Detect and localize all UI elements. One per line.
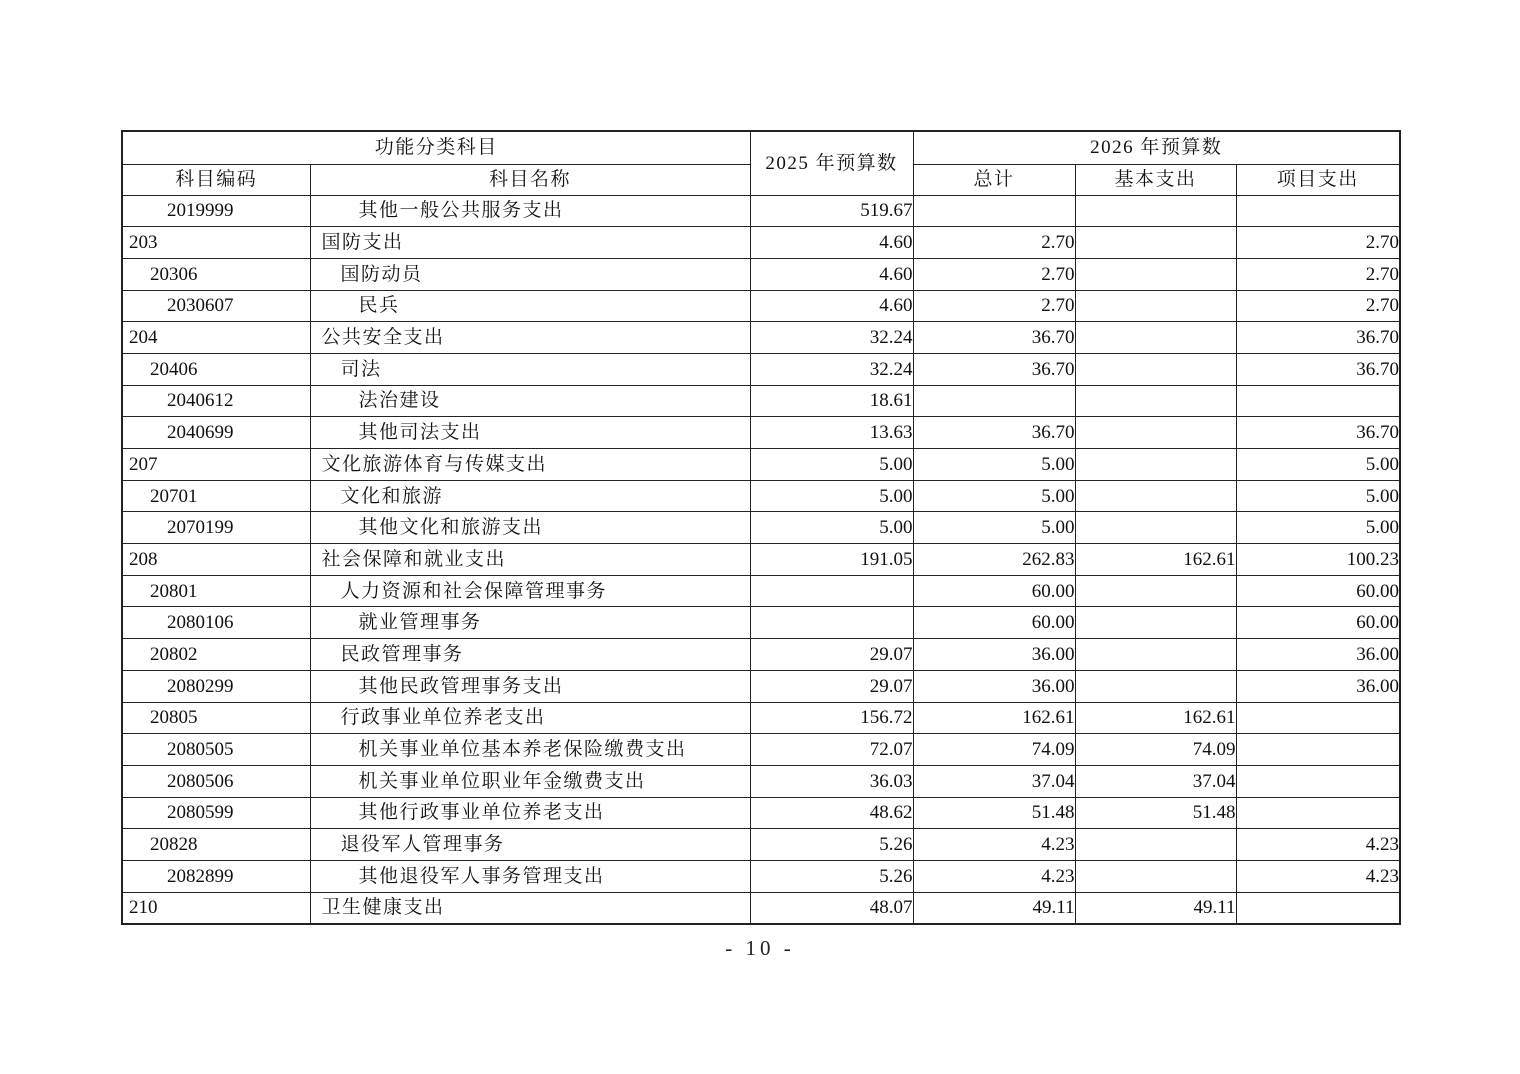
budget-2025-cell xyxy=(750,607,913,639)
subject-name-cell: 其他一般公共服务支出 xyxy=(310,195,750,227)
project-expenditure-2026-cell: 36.70 xyxy=(1236,322,1400,354)
total-2026-cell: 60.00 xyxy=(913,575,1075,607)
project-expenditure-2026-cell xyxy=(1236,385,1400,417)
subject-name-cell: 国防支出 xyxy=(310,227,750,259)
budget-2025-cell: 4.60 xyxy=(750,290,913,322)
subject-name-cell: 退役军人管理事务 xyxy=(310,829,750,861)
table-row xyxy=(122,258,1400,290)
basic-expenditure-2026-cell xyxy=(1075,195,1236,227)
table-row xyxy=(122,195,1400,227)
total-2026-cell: 162.61 xyxy=(913,702,1075,734)
subject-name-cell: 社会保障和就业支出 xyxy=(310,544,750,576)
subject-name-cell: 民政管理事务 xyxy=(310,639,750,671)
project-expenditure-2026-cell: 60.00 xyxy=(1236,575,1400,607)
project-expenditure-2026-cell xyxy=(1236,734,1400,766)
basic-expenditure-2026-cell xyxy=(1075,290,1236,322)
subject-code-cell: 2019999 xyxy=(122,195,310,227)
table-row xyxy=(122,734,1400,766)
subject-code-cell: 203 xyxy=(122,227,310,259)
subject-code-cell: 20306 xyxy=(122,258,310,290)
subject-name-cell: 文化旅游体育与传媒支出 xyxy=(310,449,750,481)
total-2026-cell: 36.00 xyxy=(913,639,1075,671)
total-2026-cell: 5.00 xyxy=(913,449,1075,481)
project-expenditure-2026-cell xyxy=(1236,702,1400,734)
table-row xyxy=(122,702,1400,734)
total-2026-cell xyxy=(913,385,1075,417)
page-number: - 10 - xyxy=(725,936,795,960)
subject-name-cell: 其他退役军人事务管理支出 xyxy=(310,860,750,892)
basic-expenditure-2026-cell xyxy=(1075,417,1236,449)
project-expenditure-2026-cell: 5.00 xyxy=(1236,449,1400,481)
total-2026-cell: 36.70 xyxy=(913,322,1075,354)
budget-2025-cell: 4.60 xyxy=(750,258,913,290)
budget-table-header xyxy=(122,131,1400,195)
subject-name-cell: 法治建设 xyxy=(310,385,750,417)
total-2026-cell: 37.04 xyxy=(913,765,1075,797)
subject-code-cell: 20802 xyxy=(122,639,310,671)
header-basic-expenditure: 基本支出 xyxy=(1075,164,1236,195)
subject-code-cell: 20805 xyxy=(122,702,310,734)
total-2026-cell: 36.70 xyxy=(913,353,1075,385)
total-2026-cell: 5.00 xyxy=(913,512,1075,544)
header-total: 总计 xyxy=(913,164,1075,195)
project-expenditure-2026-cell: 36.00 xyxy=(1236,639,1400,671)
subject-name-cell: 其他文化和旅游支出 xyxy=(310,512,750,544)
total-2026-cell: 4.23 xyxy=(913,860,1075,892)
project-expenditure-2026-cell: 2.70 xyxy=(1236,227,1400,259)
budget-2025-cell: 13.63 xyxy=(750,417,913,449)
table-row xyxy=(122,227,1400,259)
basic-expenditure-2026-cell xyxy=(1075,639,1236,671)
subject-name-cell: 人力资源和社会保障管理事务 xyxy=(310,575,750,607)
total-2026-cell: 74.09 xyxy=(913,734,1075,766)
total-2026-cell: 2.70 xyxy=(913,227,1075,259)
header-subject-code: 科目编码 xyxy=(122,164,310,195)
basic-expenditure-2026-cell: 49.11 xyxy=(1075,892,1236,924)
project-expenditure-2026-cell: 36.70 xyxy=(1236,353,1400,385)
project-expenditure-2026-cell: 100.23 xyxy=(1236,544,1400,576)
total-2026-cell: 36.00 xyxy=(913,670,1075,702)
table-row xyxy=(122,797,1400,829)
table-row xyxy=(122,829,1400,861)
table-row xyxy=(122,765,1400,797)
table-row xyxy=(122,480,1400,512)
header-budget-2025: 2025 年预算数 xyxy=(750,131,913,195)
budget-2025-cell: 29.07 xyxy=(750,670,913,702)
table-row xyxy=(122,892,1400,924)
subject-code-cell: 20701 xyxy=(122,480,310,512)
table-row xyxy=(122,607,1400,639)
project-expenditure-2026-cell xyxy=(1236,195,1400,227)
project-expenditure-2026-cell: 5.00 xyxy=(1236,480,1400,512)
table-row xyxy=(122,353,1400,385)
budget-2025-cell: 32.24 xyxy=(750,322,913,354)
basic-expenditure-2026-cell xyxy=(1075,670,1236,702)
subject-code-cell: 2080505 xyxy=(122,734,310,766)
project-expenditure-2026-cell: 5.00 xyxy=(1236,512,1400,544)
basic-expenditure-2026-cell xyxy=(1075,449,1236,481)
subject-code-cell: 2082899 xyxy=(122,860,310,892)
subject-code-cell: 20406 xyxy=(122,353,310,385)
total-2026-cell: 51.48 xyxy=(913,797,1075,829)
basic-expenditure-2026-cell: 51.48 xyxy=(1075,797,1236,829)
subject-code-cell: 2080106 xyxy=(122,607,310,639)
budget-2025-cell: 4.60 xyxy=(750,227,913,259)
basic-expenditure-2026-cell xyxy=(1075,322,1236,354)
budget-2025-cell: 5.26 xyxy=(750,860,913,892)
basic-expenditure-2026-cell xyxy=(1075,575,1236,607)
subject-code-cell: 208 xyxy=(122,544,310,576)
budget-table xyxy=(121,130,1401,925)
subject-name-cell: 其他行政事业单位养老支出 xyxy=(310,797,750,829)
table-row xyxy=(122,670,1400,702)
project-expenditure-2026-cell: 4.23 xyxy=(1236,860,1400,892)
subject-name-cell: 其他民政管理事务支出 xyxy=(310,670,750,702)
project-expenditure-2026-cell: 60.00 xyxy=(1236,607,1400,639)
table-row xyxy=(122,290,1400,322)
budget-2025-cell: 48.07 xyxy=(750,892,913,924)
subject-name-cell: 司法 xyxy=(310,353,750,385)
basic-expenditure-2026-cell: 37.04 xyxy=(1075,765,1236,797)
subject-name-cell: 文化和旅游 xyxy=(310,480,750,512)
budget-2025-cell: 5.00 xyxy=(750,480,913,512)
basic-expenditure-2026-cell xyxy=(1075,829,1236,861)
total-2026-cell: 2.70 xyxy=(913,258,1075,290)
subject-name-cell: 其他司法支出 xyxy=(310,417,750,449)
budget-table-body xyxy=(122,195,1400,924)
basic-expenditure-2026-cell xyxy=(1075,385,1236,417)
table-row xyxy=(122,860,1400,892)
subject-name-cell: 民兵 xyxy=(310,290,750,322)
project-expenditure-2026-cell: 4.23 xyxy=(1236,829,1400,861)
project-expenditure-2026-cell: 36.00 xyxy=(1236,670,1400,702)
basic-expenditure-2026-cell xyxy=(1075,607,1236,639)
subject-code-cell: 2040699 xyxy=(122,417,310,449)
subject-code-cell: 2080599 xyxy=(122,797,310,829)
table-row xyxy=(122,544,1400,576)
subject-code-cell: 204 xyxy=(122,322,310,354)
subject-code-cell: 207 xyxy=(122,449,310,481)
budget-2025-cell: 72.07 xyxy=(750,734,913,766)
budget-2025-cell: 18.61 xyxy=(750,385,913,417)
table-row xyxy=(122,512,1400,544)
table-row xyxy=(122,639,1400,671)
subject-code-cell: 2070199 xyxy=(122,512,310,544)
subject-code-cell: 2040612 xyxy=(122,385,310,417)
basic-expenditure-2026-cell xyxy=(1075,227,1236,259)
basic-expenditure-2026-cell xyxy=(1075,353,1236,385)
budget-2025-cell: 29.07 xyxy=(750,639,913,671)
table-row xyxy=(122,385,1400,417)
subject-code-cell: 2080506 xyxy=(122,765,310,797)
header-subject-name: 科目名称 xyxy=(310,164,750,195)
subject-name-cell: 机关事业单位职业年金缴费支出 xyxy=(310,765,750,797)
subject-name-cell: 机关事业单位基本养老保险缴费支出 xyxy=(310,734,750,766)
project-expenditure-2026-cell: 2.70 xyxy=(1236,258,1400,290)
basic-expenditure-2026-cell xyxy=(1075,480,1236,512)
subject-code-cell: 20801 xyxy=(122,575,310,607)
subject-code-cell: 2080299 xyxy=(122,670,310,702)
table-row xyxy=(122,417,1400,449)
subject-name-cell: 就业管理事务 xyxy=(310,607,750,639)
total-2026-cell: 262.83 xyxy=(913,544,1075,576)
subject-code-cell: 210 xyxy=(122,892,310,924)
subject-name-cell: 国防动员 xyxy=(310,258,750,290)
total-2026-cell: 36.70 xyxy=(913,417,1075,449)
basic-expenditure-2026-cell xyxy=(1075,258,1236,290)
basic-expenditure-2026-cell: 162.61 xyxy=(1075,702,1236,734)
budget-2025-cell: 5.26 xyxy=(750,829,913,861)
subject-name-cell: 卫生健康支出 xyxy=(310,892,750,924)
total-2026-cell: 2.70 xyxy=(913,290,1075,322)
header-functional-category: 功能分类科目 xyxy=(122,131,750,164)
total-2026-cell: 49.11 xyxy=(913,892,1075,924)
project-expenditure-2026-cell xyxy=(1236,797,1400,829)
basic-expenditure-2026-cell: 162.61 xyxy=(1075,544,1236,576)
budget-2025-cell xyxy=(750,575,913,607)
project-expenditure-2026-cell: 36.70 xyxy=(1236,417,1400,449)
subject-code-cell: 2030607 xyxy=(122,290,310,322)
basic-expenditure-2026-cell: 74.09 xyxy=(1075,734,1236,766)
budget-2025-cell: 32.24 xyxy=(750,353,913,385)
header-project-expenditure: 项目支出 xyxy=(1236,164,1400,195)
subject-name-cell: 公共安全支出 xyxy=(310,322,750,354)
total-2026-cell: 60.00 xyxy=(913,607,1075,639)
table-row xyxy=(122,322,1400,354)
budget-2025-cell: 191.05 xyxy=(750,544,913,576)
total-2026-cell: 4.23 xyxy=(913,829,1075,861)
subject-code-cell: 20828 xyxy=(122,829,310,861)
header-budget-2026: 2026 年预算数 xyxy=(913,131,1400,164)
basic-expenditure-2026-cell xyxy=(1075,512,1236,544)
project-expenditure-2026-cell: 2.70 xyxy=(1236,290,1400,322)
budget-2025-cell: 36.03 xyxy=(750,765,913,797)
subject-name-cell: 行政事业单位养老支出 xyxy=(310,702,750,734)
table-row xyxy=(122,575,1400,607)
budget-2025-cell: 5.00 xyxy=(750,512,913,544)
total-2026-cell: 5.00 xyxy=(913,480,1075,512)
table-row xyxy=(122,449,1400,481)
budget-2025-cell: 519.67 xyxy=(750,195,913,227)
project-expenditure-2026-cell xyxy=(1236,765,1400,797)
basic-expenditure-2026-cell xyxy=(1075,860,1236,892)
project-expenditure-2026-cell xyxy=(1236,892,1400,924)
budget-2025-cell: 156.72 xyxy=(750,702,913,734)
budget-2025-cell: 5.00 xyxy=(750,449,913,481)
budget-2025-cell: 48.62 xyxy=(750,797,913,829)
total-2026-cell xyxy=(913,195,1075,227)
